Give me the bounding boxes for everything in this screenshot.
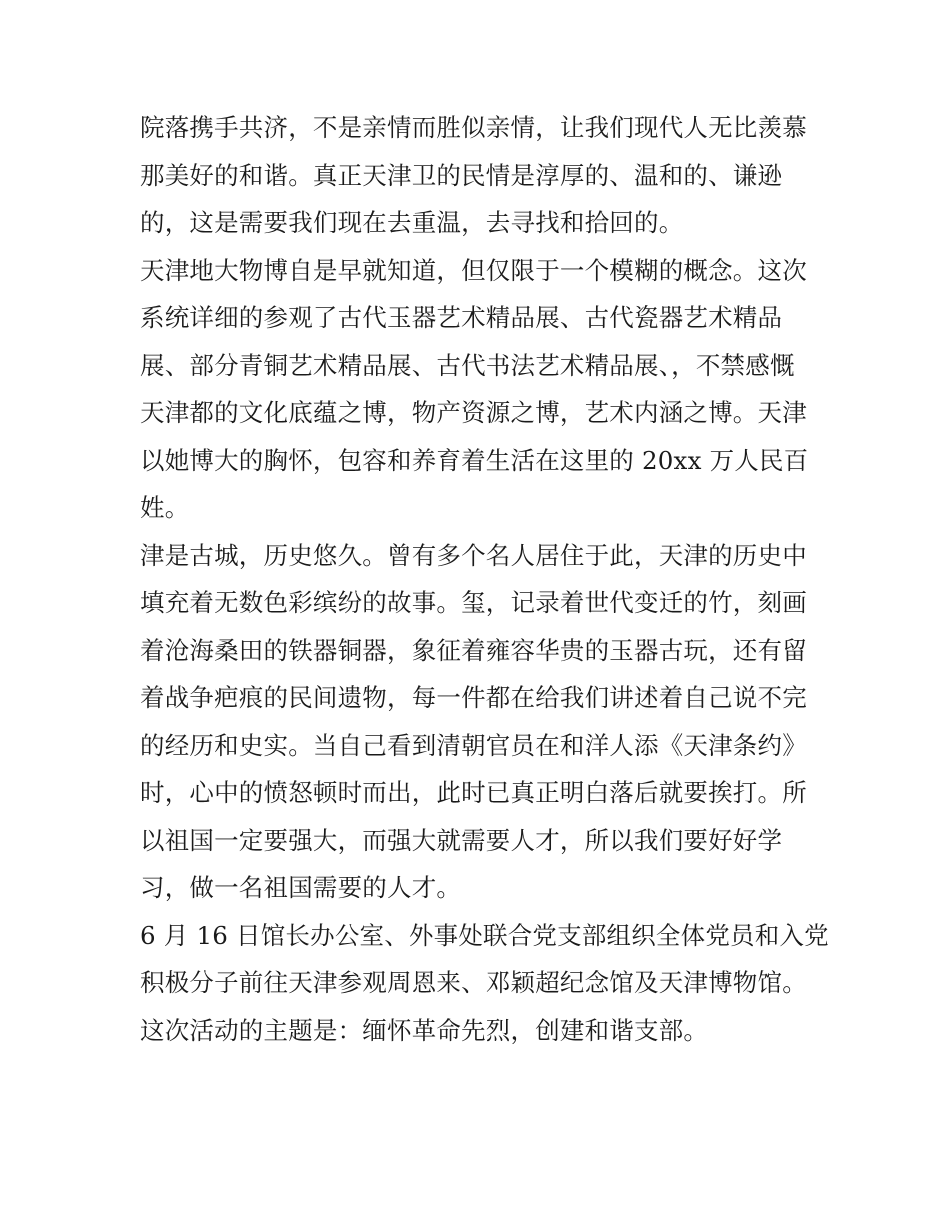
text-line: 的，这是需要我们现在去重温，去寻找和拾回的。 bbox=[140, 208, 684, 237]
text-line: 这次活动的主题是：缅怀革命先烈，创建和谐支部。 bbox=[140, 1015, 709, 1045]
text-line: 6 月 16 日馆长办公室、外事处联合党支部组织全体党员和入党 bbox=[140, 920, 829, 950]
text-line: 天津都的文化底蕴之博，物产资源之博，艺术内涵之博。天津 bbox=[140, 398, 807, 427]
text-line: 积极分子前往天津参观周恩来、邓颖超纪念馆及天津博物馆。 bbox=[140, 968, 807, 997]
text-line: 着沧海桑田的铁器铜器，象征着雍容华贵的玉器古玩，还有留 bbox=[140, 635, 807, 665]
text-line: 展、部分青铜艺术精品展、古代书法艺术精品展、，不禁感慨 bbox=[140, 350, 795, 380]
text-line: 天津地大物博自是早就知道，但仅限于一个模糊的概念。这次 bbox=[140, 255, 807, 285]
text-line: 习，做一名祖国需要的人才。 bbox=[140, 873, 462, 902]
document-body bbox=[140, 104, 829, 1054]
text-line: 以她博大的胸怀，包容和养育着生活在这里的 20xx 万人民百 bbox=[140, 445, 809, 475]
text-line: 时，心中的愤怒顿时而出，此时已真正明白落后就要挨打。所 bbox=[140, 778, 807, 807]
text-line: 那美好的和谐。真正天津卫的民情是淳厚的、温和的、谦逊 bbox=[140, 160, 783, 190]
text-line: 系统详细的参观了古代玉器艺术精品展、古代瓷器艺术精品 bbox=[140, 303, 783, 332]
text-line: 着战争疤痕的民间遗物，每一件都在给我们讲述着自己说不完 bbox=[140, 683, 807, 712]
text-line: 以祖国一定要强大，而强大就需要人才，所以我们要好好学 bbox=[140, 825, 783, 855]
text-line: 姓。 bbox=[140, 493, 190, 522]
text-line: 院落携手共济，不是亲情而胜似亲情，让我们现代人无比羡慕 bbox=[140, 113, 807, 142]
text-line: 津是古城，历史悠久。曾有多个名人居住于此，天津的历史中 bbox=[140, 540, 807, 570]
text-line: 填充着无数色彩缤纷的故事。玺，记录着世代变迁的竹，刻画 bbox=[140, 588, 807, 617]
text-line: 的经历和史实。当自己看到清朝官员在和洋人添《天津条约》 bbox=[140, 730, 807, 760]
